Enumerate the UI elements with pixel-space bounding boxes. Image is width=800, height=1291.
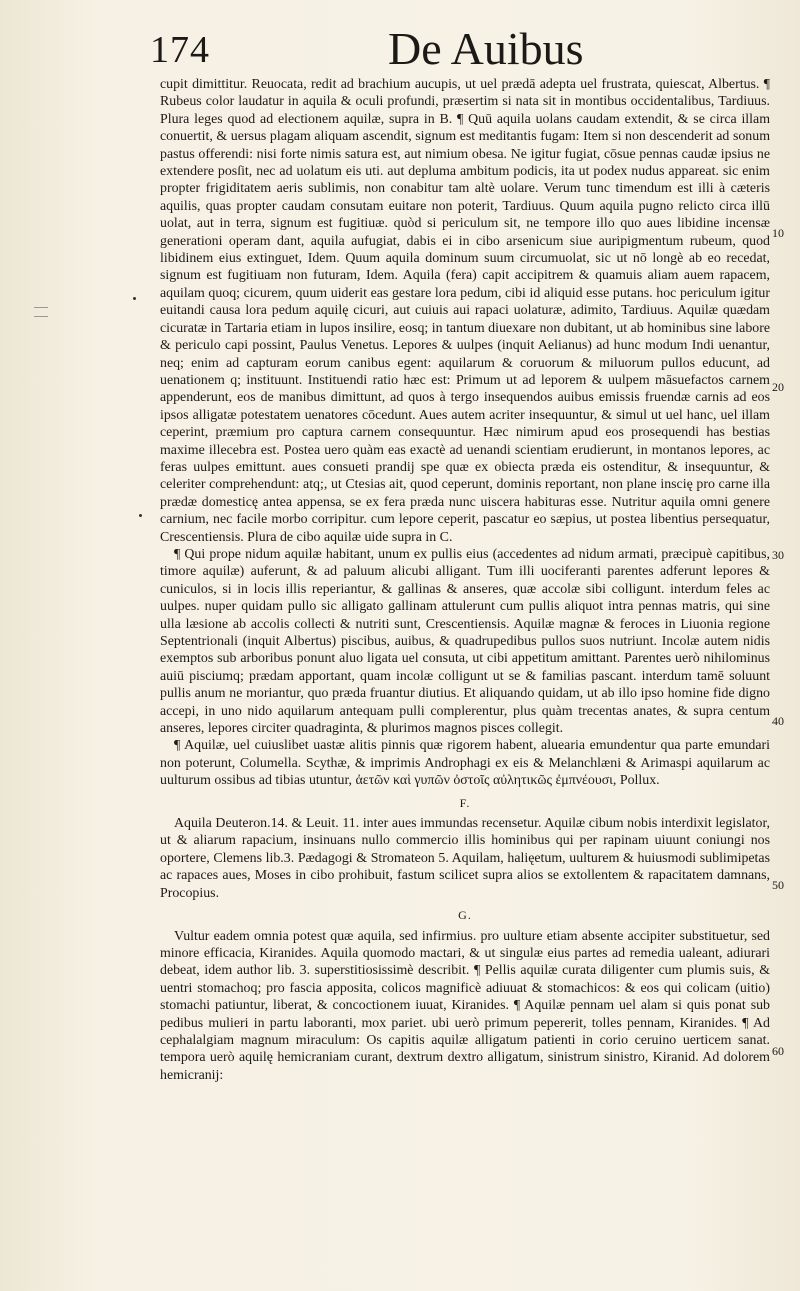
section-f-text: Aquila Deuteron.14. & Leuit. 11. inter aues immundas recensetur. Aquilæ cibum nobis interdixit legislator, ut & aliarum rapacium, insinuans nullo commercio illis hominibus qui per rapinam uiuunt coniungi nos oportere, Clemens lib.3. Pædagogi & Stromateon 5. Aquilam, halięetum, uulturem & huiusmodi sublimipetas ac rapaces aues, Moses in cibo prohibuit, fastum scilicet supra alios se extollentem & rapacitatem damnans, Procopius. <box>160 816 770 901</box>
paragraph-3: ¶ Aquilæ, uel cuiuslibet uastæ alitis pinnis quæ rigorem habent, aluearia emundentur qua parte emundari non poterunt, Columella. Scythæ, & imprimis Androphagi ex eis & Melanchlæni & Arimaspi aquilarum ac uulturum ossibus ad tibias utuntur, ἀετῶν καὶ γυπῶν ὀστοῖς αὐλητικῶς ἐμπνέουσι, Pollux. <box>160 738 770 789</box>
section-g-text: Vultur eadem omnia potest quæ aquila, sed infirmius. pro uulture etiam absente accipiter substituetur, sed minore efficacia, Kiranides. Aquila quomodo mactari, & ut singulæ eius partes ad remedia ualeant, adiurari debeat, idem author lib. 3. superstitiosissimè describit. ¶ Pellis aquilæ curata diligenter cum plumis suis, & uentri stomachoq; pro fascia apposita, colicos magnificè adiuuat & stomachicos: & eos qui colicam (uitio) stomachi patiuntur, liberat, & concoctionem iuuat, Kiranides. ¶ Aquilæ pennam uel alam si quis ponat sub pedibus mulieri in partu laboranti, mox pariet. ubi uerò primum pepererit, tolles pennam, Kiranides. ¶ Ad cephalalgiam magnum miraculum: Os capitis aquilæ alligatum patienti in corio ceruino uerticem sanat. tempora uerò aquilę hemicraniam curant, dextrum dextro alligatum, sinistrum sinistro, Kiranid. Ad dolorem hemicranij: <box>160 928 770 1083</box>
paragraph-2: ¶ Qui prope nidum aquilæ habitant, unum ex pullis eius (accedentes ad nidum armati, præcipuè capitibus, timore aquilæ) auferunt, & ad paluum alicubi alligant. Tum illi uociferanti parentes adferunt lepores & cuniculos, si in locis illis reperiantur, & gallinas & anseres, quæ accolæ sibi colligunt. interdum feles ac uulpes. nuper quidam pullo sic alligato gallinam attulerunt cum pullis aliquot intra pennas matris, qui sine ulla læsione ab accolis collecti & nutriti sunt, Crescentiensis. Aquilæ magnæ & feroces in Liuonia regione Septentrionali (inquit Albertus) piscibus, auibus, & quadrupedibus pullos suos nutriunt. Incolæ autem nidis exemptos sub arboribus ponunt aluo ligata uel consuta, ut cibi appetitum amittant. Parentes uerò nihilominus auiū pisciumq; prædam apportant, quam incolæ colligunt ut se & familias pascant. interdum tamē soluunt pullis anum ne moriantur, quo præda fruantur diutius. Et aliquando quidam, ut ab illo ipso homine fide digno accepi, in uno nido aquilarum antequam pulli complerentur, plus quàm trecentas anates, & supra centum anseres, lepores circiter quadraginta, & plurimos magnos pisces collegit. <box>160 546 770 737</box>
margin-dot <box>139 514 142 517</box>
section-letter-f: F. <box>459 795 471 810</box>
page-number: 174 <box>150 29 210 71</box>
section-letter-g: G. <box>458 908 472 923</box>
paragraph-1: cupit dimittitur. Reuocata, redit ad brachium aucupis, ut uel prædā adepta uel frustrata, quiescat, Albertus. ¶ Rubeus color laudatur in aquila & oculi profundi, præsertim si nata sit in montibus occidentalibus, Tardiuus. Plura leges quod ad electionem aquilæ, supra in B. ¶ Quū aquila uolans caudam extendit, & se circa illam conuertit, & uersus plagam aliquam ascendit, signum est meditantis fugam: Item si non descenderit ad sonum pastus offerendi: nisi forte nimis satura est, aut nimium obesa. Ne igitur fugiat, cōsue pennas caudæ ipsius ne extendere posſit, nec ad uolatum eis uti. aut depluma ambitum podicis, ita ut podex nudus appareat. sic enim propter frigiditatem aeris sublimis, non conabitur tam altè uolare. Verum tunc timendum est illi à cæteris aquilis, quas propter caudam consutam euitare non poterit, Tardiuus. Quum aquila pugno relicto circa illū uolat, aut in terra, signum est fugitiuæ. quòd si periculum sit, ne tempore illo quo aues libidine incensæ generationi operam dant, aquila aufugiat, dabis ei in cibo arsenicum siue auripigmentum rubeum, quod libidinem eius extinguet, Idem. Quum aquila dominum suum circumuolat, sic ut nō longè ab eo recedat, signum est fugitiuam non futuram, Idem. Aquila (fera) capit accipitrem & quamuis aliam auem rapacem, aquilam quoq; cicurem, quum uiderit eas gestare lora pedum, cibi id aliquid esse putans. hoc periculum igitur euitandi causa lora pedum aquilę cicuri, aut cuiuis aui rapaci uolaturæ, adimito, Tardiuus. Aquilæ quædam cicuratæ in Tartaria etiam in lupos insilire, eosq; in tantum diuexare non dubitant, ut ab hominibus sine labore & periculo capi possint, Paulus Venetus. Lepores & uulpes (inquit Aelianus) ad hunc modum Indi uenantur, neq; enim ad capturam eorum canibus egent: aquilarum & coruorum & miluorum pullos educunt, ad uenationem q; instituunt. Instituendi ratio hæc est: Primum ut ad leporem & uulpem māsuefactos carnem appenderunt, eos de manibus dimittunt, ad quos à tergo insequendos auibus emissis fruendæ carnis ad eos ipsos alligatæ potestatem uenatores cōcedunt. Aues autem acriter insequuntur, & simul ut uel hanc, uel illam ceperint, præmium pro captura carnem consequuntur. Hæc nimirum apud eos prosequendi has bestias maxime illecebra est. Postea uero quàm eas exactè ad uenandi scientiam erudierunt, in montanos lepores, ac feras uulpes emittunt. aues consueti prandij spe quæ ex obiecta præda eis ostenditur, & insequuntur, & celeriter comprehendunt: atq;, ut Ctesias ait, quod ceperunt, dominis reportant, non plane inscię pro carne illa prædæ domesticę antea appensa, se ex fera præda nunc uiscera habituras esse. Nutritur aquila omni genere carnium, nec facile morbo corripitur. cum lepore ceperit, pascatur eo sæpius, ut postea libentius persequatur, Crescentiensis. Plura de cibo aquilæ uide supra in C. <box>160 77 770 545</box>
page-header <box>150 22 770 74</box>
main-text <box>160 76 770 1084</box>
margin-mark <box>34 307 48 317</box>
line-number: 60 <box>772 1044 784 1058</box>
line-number: 50 <box>772 878 784 892</box>
running-head-title: De Auibus <box>388 23 584 74</box>
line-number: 30 <box>772 548 784 562</box>
line-number: 10 <box>772 226 784 240</box>
line-number: 40 <box>772 714 784 728</box>
line-number: 20 <box>772 380 784 394</box>
margin-dot <box>133 297 136 300</box>
